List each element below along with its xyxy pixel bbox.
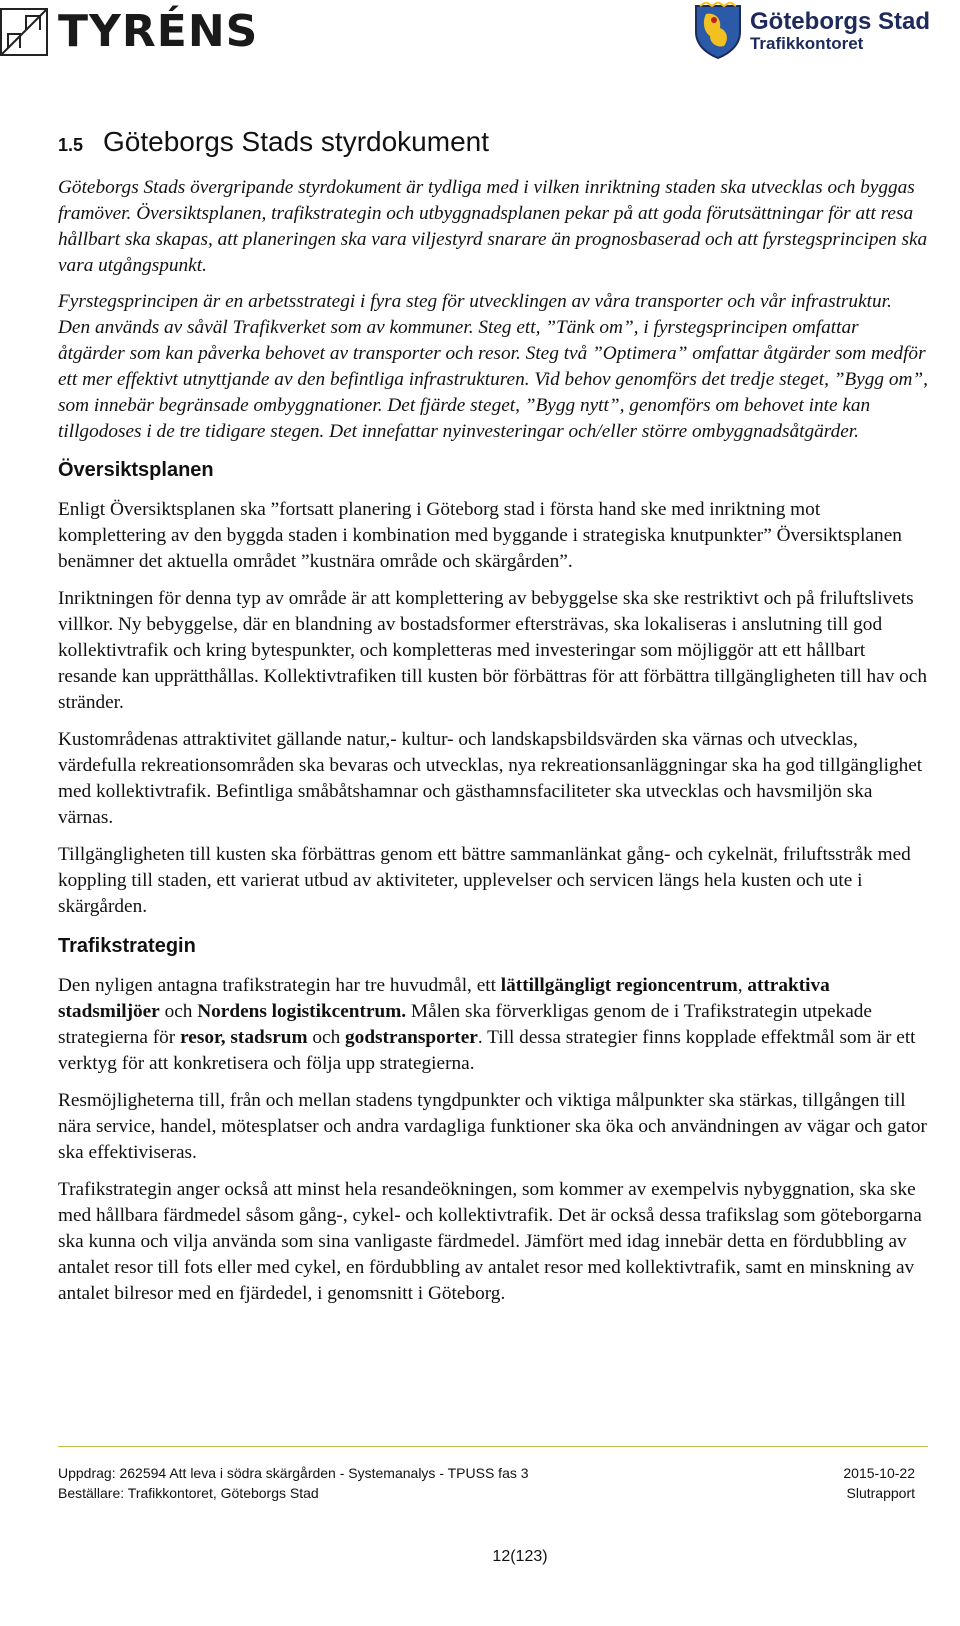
goteborgs-stad-logo <box>692 2 930 60</box>
footer-divider <box>58 1446 928 1447</box>
logo-subtitle: Trafikkontoret <box>749 33 864 53</box>
document-body <box>58 124 928 1318</box>
bold-run: godstransporter <box>345 1027 478 1048</box>
paragraph: Inriktningen för denna typ av område är att komplettering av bebyggelse ska ske restriktivt och på friluftslivets villkor. Ny bebyggelse, där en blandning av bostadsformer eftersträvas, ska lokaliseras i anslutning till god kollektivtrafik och kring bytespunkter, och kompletteras med investeringar som möjliggör att ett hållbart resande kan upprätthållas. Kollektivtrafiken till kusten bör förbättras för att förbättra tillgängligheten till hav och stränder. <box>58 588 927 713</box>
paragraph: Kustområdenas attraktivitet gällande natur,- kultur- och landskapsbildsvärden ska värnas och utvecklas, värdefulla rekreationsområden ska bevaras och utvecklas, nya rekreationsanläggningar ska ha god tillgänglighet med kollektivtrafik. Befintliga småbåtshamnar och gästhamnsfaciliteter ska utvecklas och havsmiljön ska värnas. <box>58 729 923 828</box>
subheading-oversiktsplanen: Översiktsplanen <box>58 459 214 481</box>
lead-paragraph: Göteborgs Stads övergripande styrdokument är tydliga med i vilken inriktning staden ska utvecklas och byggas framöver. Översiktsplanen, trafikstrategin och utbyggnadsplanen pekar på att goda förutsättningar för att resa hållbart ska skapas, att planeringen ska vara viljestyrd snarare än prognosbaserad och att fyrstegsprincipen ska vara utgångspunkt. <box>58 177 928 276</box>
logo-name: Göteborgs Stad <box>749 8 930 36</box>
text-run: , <box>737 975 748 996</box>
footer-client: Beställare: Trafikkontoret, Göteborgs Stad <box>58 1485 319 1501</box>
tyrens-mark-icon <box>0 8 48 56</box>
page-number: 12(123) <box>492 1548 548 1565</box>
tyrens-logo <box>0 6 258 58</box>
text-run: . Till dessa strategier finns kopplade effektmål som är ett verktyg för att konkretisera och följa upp strategierna. <box>58 1027 916 1074</box>
page-header <box>0 0 960 62</box>
footer-row <box>58 1485 915 1501</box>
footer-doc-type: Slutrapport <box>846 1485 915 1501</box>
section-heading <box>58 124 928 163</box>
paragraph: Trafikstrategin anger också att minst hela resandeökningen, som kommer av exempelvis nybyggnation, ska ske med hållbara färdmedel såsom gång-, cykel- och kollektivtrafik. Det är också dessa trafikslag som göteborgarna ska kunna och vilja använda som sina vanligaste färdmedel. Jämfört med idag innebär detta en fördubbling av antalet resor till fots eller med cykel, en fördubbling av antalet resor med kollektivtrafik, samt en minskning av antalet bilresor med en fjärdedel, i genomsnitt i Göteborg. <box>58 1179 922 1304</box>
footer-assignment: Uppdrag: 262594 Att leva i södra skärgården - Systemanalys - TPUSS fas 3 <box>58 1465 529 1481</box>
text-run: och <box>159 1001 198 1022</box>
subheading-trafikstrategin: Trafikstrategin <box>58 935 196 957</box>
paragraph: Tillgängligheten till kusten ska förbättras genom ett bättre sammanlänkat gång- och cykelnät, friluftsstråk med koppling till staden, ett varierat utbud av aktiviteter, upplevelser och servicen längs hela kusten och ute i skärgården. <box>58 844 911 917</box>
bold-run: Nordens logistikcentrum. <box>197 1001 407 1022</box>
paragraph: Enligt Översiktsplanen ska ”fortsatt planering i Göteborg stad i första hand ske med inriktning mot komplettering av den byggda staden i kombination med byggande i strategiska knutpunkter” Översiktsplanen benämner det aktuella området ”kustnära område och skärgården”. <box>58 499 902 572</box>
section-title: Göteborgs Stads styrdokument <box>103 126 490 157</box>
footer-row <box>58 1465 915 1481</box>
city-crest-icon <box>692 2 744 60</box>
paragraph <box>58 973 928 1077</box>
text-run: och <box>307 1027 346 1048</box>
bold-run: lättillgängligt regioncentrum <box>500 975 738 996</box>
text-run: Den nyligen antagna trafikstrategin har tre huvudmål, ett <box>58 975 501 996</box>
lead-paragraph: Fyrstegsprincipen är en arbetsstrategi i fyra steg för utvecklingen av våra transporter och vår infrastruktur. Den används av såväl Trafikverket som av kommuner. Steg ett, ”Tänk om”, i fyrstegsprincipen omfattar åtgärder som kan påverka behovet av transporter och resor. Steg två ”Optimera” omfattar åtgärder som medför ett mer effektivt utnyttjande av den befintliga infrastrukturen. Vid behov genomförs det tredje steget, ”Bygg om”, som innebär begränsade ombyggnationer. Det fjärde steget, ”Bygg nytt”, genomförs om behovet inte kan tillgodoses i de tre tidigare stegen. Det innefattar nyinvesteringar och/eller större ombyggnadsåtgärder. <box>58 291 928 442</box>
text-run: Målen ska förverkligas genom de i Trafikstrategin utpekade strategierna för <box>58 1001 872 1048</box>
section-number: 1.5 <box>58 135 84 155</box>
bold-run: attraktiva stadsmiljöer <box>58 975 830 1022</box>
bold-run: resor, stadsrum <box>180 1027 308 1048</box>
paragraph: Resmöjligheterna till, från och mellan stadens tyngdpunkter och viktiga målpunkter ska stärkas, tillgången till nära service, handel, mötesplatser och andra vardagliga funktioner ska öka och användningen av vägar och gator ska effektiviseras. <box>58 1090 927 1163</box>
footer-date: 2015-10-22 <box>843 1465 915 1481</box>
tyrens-logo-text: TYRÉNS <box>58 6 259 57</box>
